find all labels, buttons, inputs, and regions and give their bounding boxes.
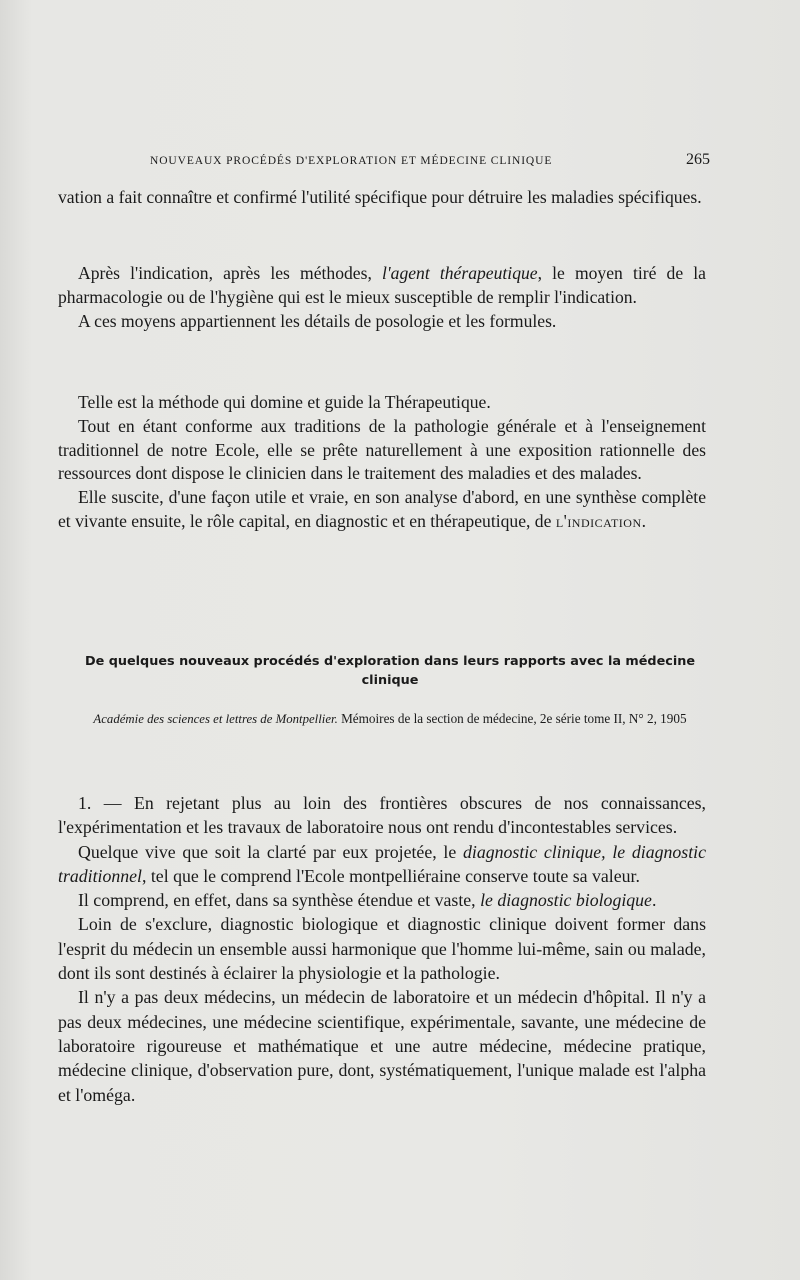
- para8-after: , tel que le comprend l'Ecole montpelliéraine conserve toute sa valeur.: [141, 865, 640, 886]
- para6-after: .: [641, 510, 647, 531]
- para2-before: Après l'indication, après les méthodes,: [78, 263, 382, 283]
- text-block-methode: [58, 391, 706, 534]
- page-number: 265: [686, 151, 710, 168]
- para2-italic: l'agent thérapeutique: [382, 263, 538, 283]
- section-source: [70, 710, 710, 728]
- paragraph-conforme: Tout en étant conforme aux traditions de la pathologie générale et à l'enseignement traditionnel de notre Ecole, elle se prête naturellement à une exposition rationnelle des ressources dont dispose le clinicien dans le traitement des maladies et des malades.: [58, 415, 706, 484]
- para6-before: Elle suscite, d'une façon utile et vraie, en son analyse d'abord, en une synthèse complète et vivante ensuite, le rôle capital, en diagnostic et en thérapeutique, de: [58, 487, 706, 531]
- running-title: NOUVEAUX PROCÉDÉS D'EXPLORATION ET MÉDECINE CLINIQUE: [150, 155, 553, 167]
- paragraph-comprend: [58, 888, 706, 912]
- paragraph-1: 1. — En rejetant plus au loin des frontières obscures de nos connaissances, l'expérimentation et les travaux de laboratoire nous ont rendu d'incontestables services.: [58, 793, 706, 838]
- paragraph-exclure: Loin de s'exclure, diagnostic biologique et diagnostic clinique doivent former dans l'esprit du médecin un ensemble aussi harmonique que l'homme lui-même, sain ou malade, dont ils sont destinés à éclairer la physiologie et la pathologie.: [58, 914, 706, 984]
- paragraph-indication: [58, 486, 706, 534]
- source-italic: Académie des sciences et lettres de Montpellier.: [93, 712, 338, 726]
- paragraph-posologie: A ces moyens appartiennent les détails de posologie et les formules.: [78, 310, 557, 331]
- paragraph-agent-therapeutique: [58, 262, 706, 310]
- para6-smallcaps: l'indication: [555, 510, 642, 531]
- para9-after: .: [651, 890, 657, 911]
- para9-before: Il comprend, en effet, dans sa synthèse étendue et vaste,: [78, 890, 481, 911]
- para8-italic: diagnostic clinique, le diagnostic traditionnel: [58, 841, 706, 886]
- section-title: De quelques nouveaux procédés d'exploration dans leurs rapports avec la médecine clinique: [84, 654, 696, 688]
- para8-before: Quelque vive que soit la clarté par eux projetée, le: [78, 841, 463, 862]
- paragraph-clarte: [58, 840, 706, 889]
- paragraph-continuation: vation a fait connaître et confirmé l'utilité spécifique pour détruire les maladies spécifiques.: [58, 187, 702, 207]
- para9-italic: le diagnostic biologique: [480, 890, 652, 911]
- paragraph-methode: Telle est la méthode qui domine et guide la Thérapeutique.: [78, 392, 491, 412]
- paragraph-deux-medecins: Il n'y a pas deux médecins, un médecin de laboratoire et un médecin d'hôpital. Il n'y a pas deux médecines, une médecine scientifique, expérimentale, savante, une médecine de laboratoire rigoureuse et mathématique et une autre médecine, médecine pratique, médecine clinique, d'observation pure, dont, systématiquement, l'unique malade est l'alpha et l'oméga.: [58, 987, 706, 1105]
- para2-after: , le moyen tiré de la pharmacologie ou de l'hygiène qui est le mieux susceptible de remplir l'indication.: [58, 263, 706, 307]
- text-block-continuation: [58, 186, 706, 210]
- text-block-article: [58, 791, 706, 1107]
- running-header: [150, 151, 710, 169]
- source-rest: Mémoires de la section de médecine, 2e série tome II, N° 2, 1905: [337, 711, 687, 726]
- text-block-agent: [58, 262, 706, 333]
